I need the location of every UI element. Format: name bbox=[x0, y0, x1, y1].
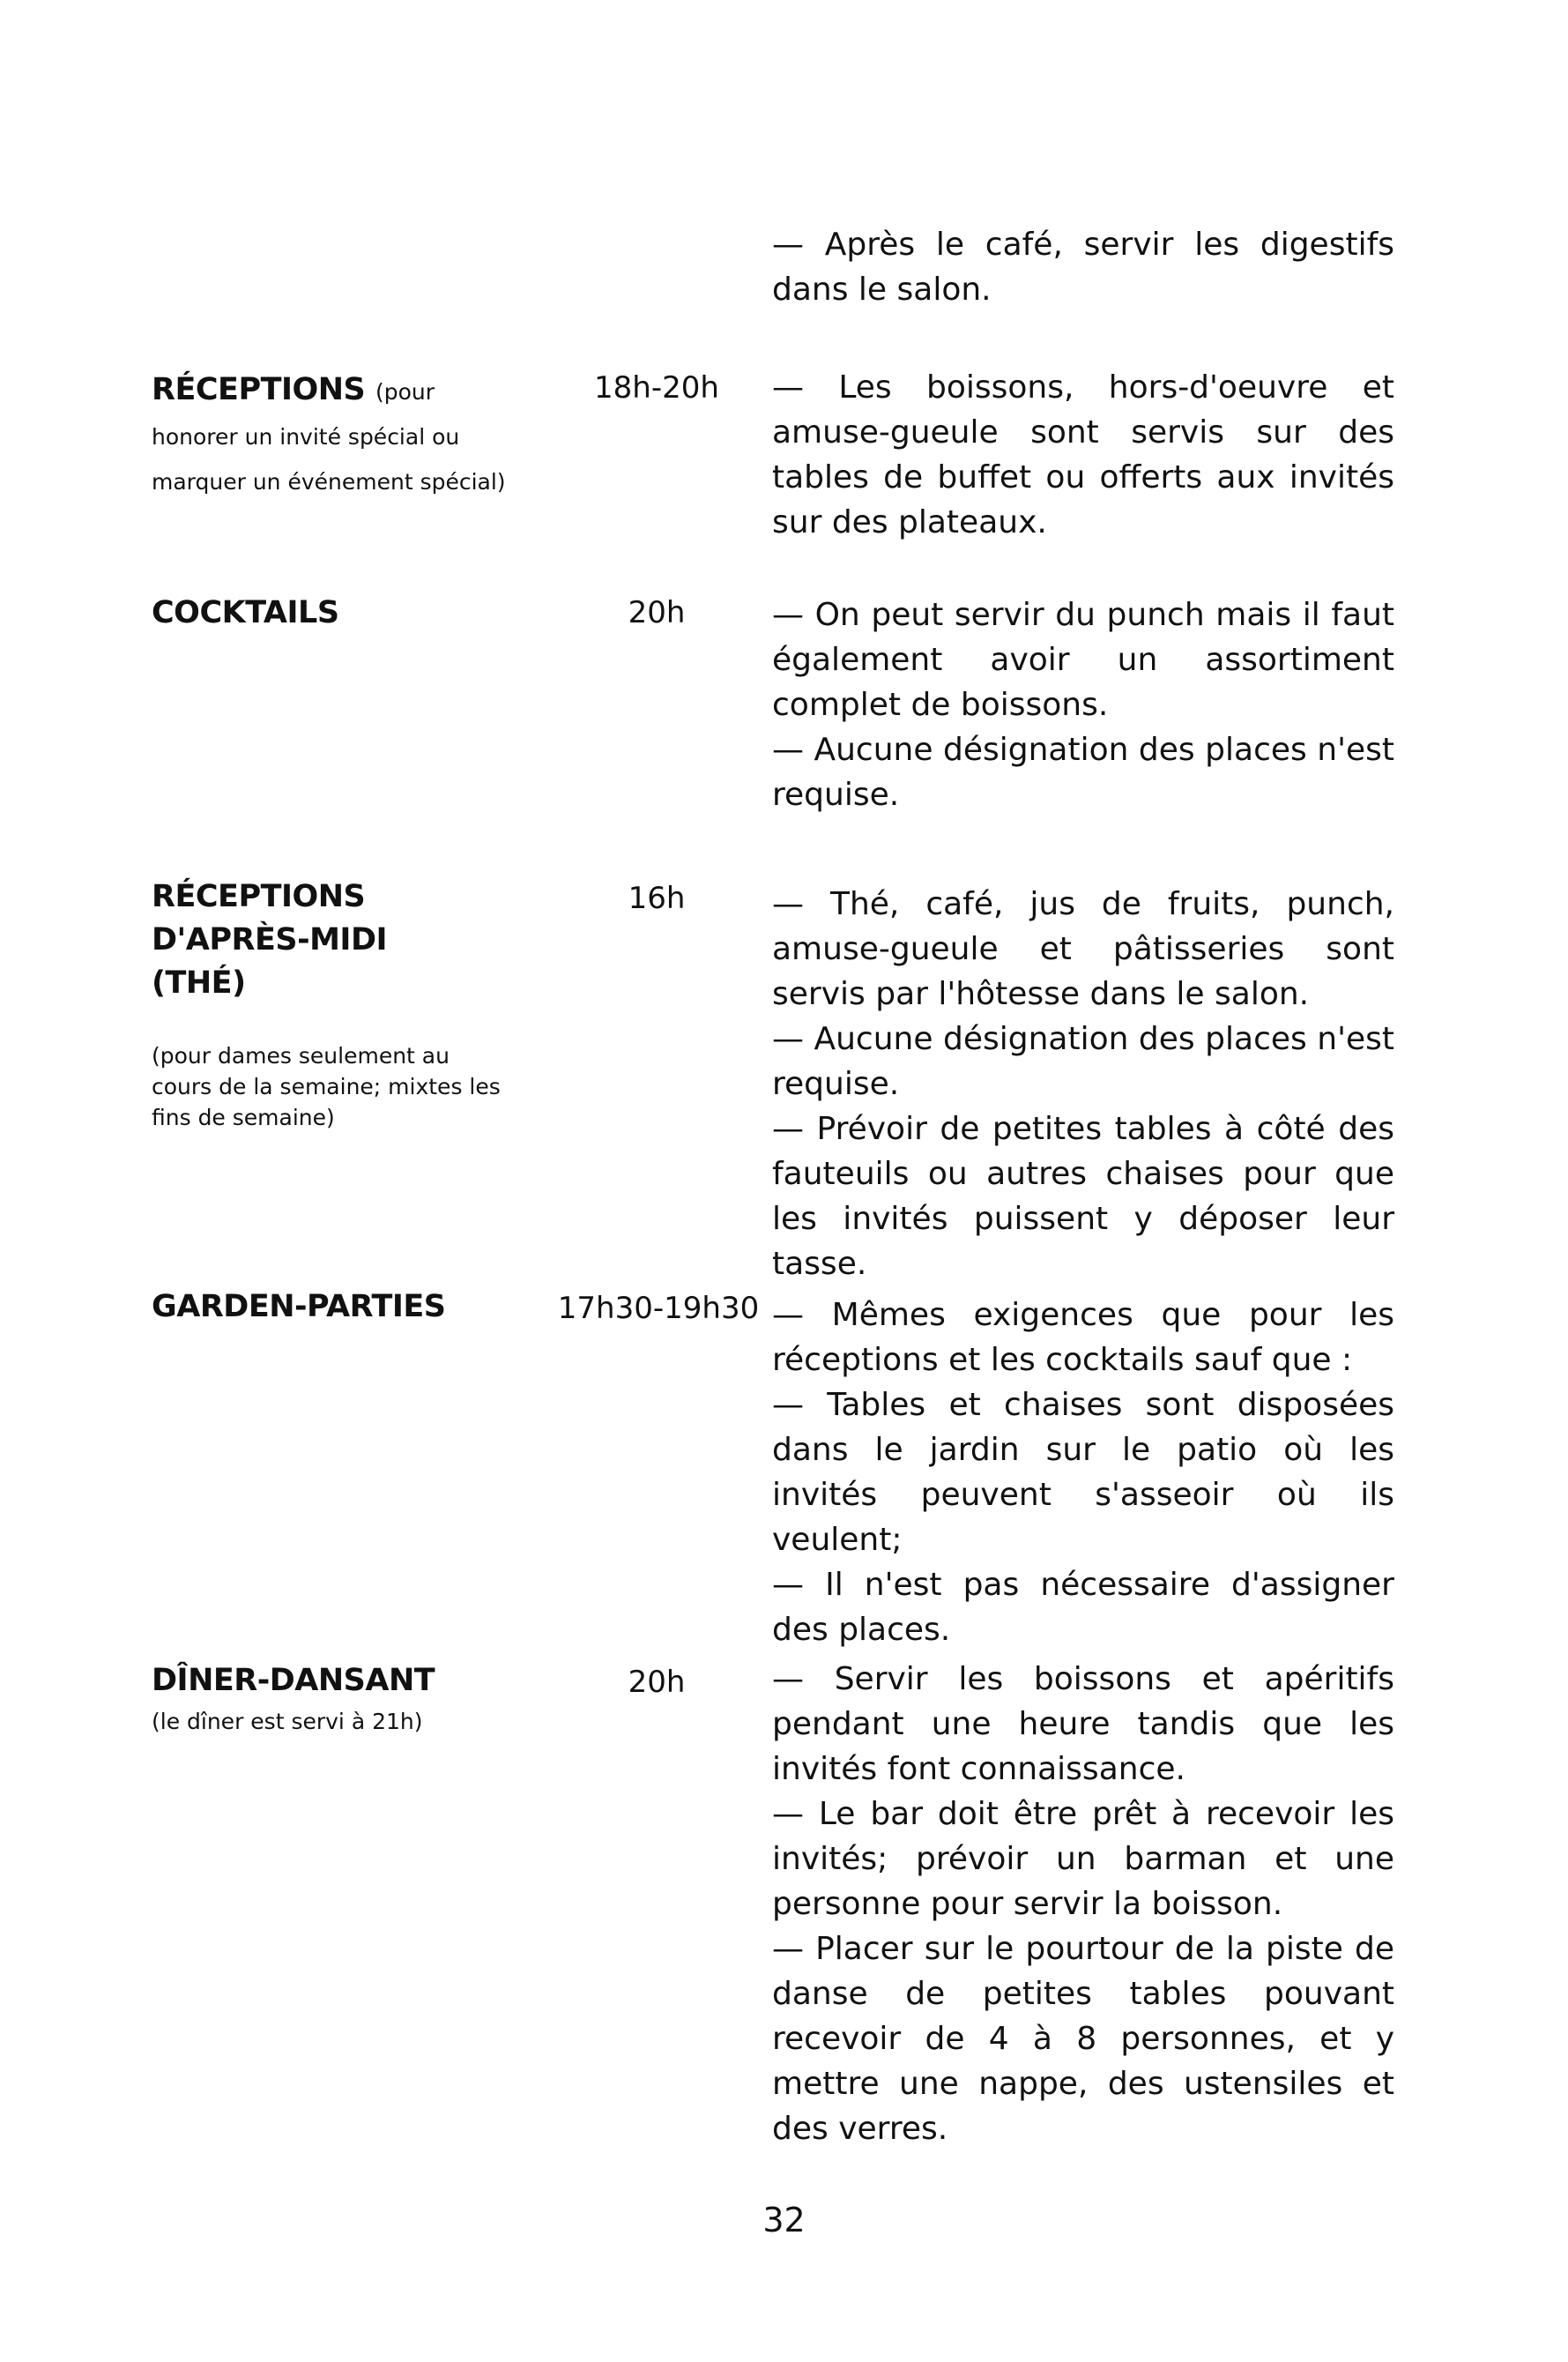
event-inline-note: (pour honorer un invité spécial ou marquer un événement spécial) bbox=[152, 379, 506, 495]
event-time: 20h bbox=[628, 595, 686, 630]
detail-paragraph: — Servir les boissons et apéritifs pendant une heure tandis que les invités font connaissance. bbox=[772, 1661, 1394, 1787]
event-title: RÉCEPTIONS D'APRÈS-MIDI (THÉ) bbox=[152, 879, 388, 1001]
detail-paragraph: — Mêmes exigences que pour les réceptions et les cocktails sauf que : bbox=[772, 1297, 1394, 1378]
event-title: GARDEN-PARTIES bbox=[152, 1289, 446, 1324]
detail-paragraph: — Thé, café, jus de fruits, punch, amuse-gueule et pâtisseries sont servis par l'hôtesse dans le salon. bbox=[772, 886, 1394, 1012]
event-label bbox=[152, 592, 522, 635]
event-label bbox=[152, 876, 513, 1133]
event-time: 18h-20h bbox=[594, 370, 719, 406]
detail-paragraph: — Aucune désignation des places n'est requise. bbox=[772, 732, 1394, 813]
continuation-paragraph: — Après le café, servir les digestifs dans le salon. bbox=[772, 227, 1394, 308]
event-label bbox=[152, 1285, 522, 1329]
detail-paragraph: — Aucune désignation des places n'est requise. bbox=[772, 1021, 1394, 1102]
event-label bbox=[152, 369, 522, 503]
detail-paragraph: — Placer sur le pourtour de la piste de danse de petites tables pouvant recevoir de 4 à 8 personnes, et y mettre une nappe, des ustensiles et des verres. bbox=[772, 1931, 1394, 2147]
detail-paragraph: — On peut servir du punch mais il faut également avoir un assortiment complet de boissons. bbox=[772, 597, 1394, 723]
detail-paragraph: — Prévoir de petites tables à côté des fauteuils ou autres chaises pour que les invités puissent y déposer leur tasse. bbox=[772, 1111, 1394, 1282]
event-note: (le dîner est servi à 21h) bbox=[152, 1709, 423, 1734]
event-time: 20h bbox=[628, 1665, 686, 1700]
event-details bbox=[772, 592, 1394, 817]
event-title: DÎNER-DANSANT bbox=[152, 1663, 435, 1698]
event-note: (pour dames seulement au cours de la semaine; mixtes les fins de semaine) bbox=[152, 1043, 501, 1130]
page-number: 32 bbox=[762, 2201, 806, 2239]
detail-paragraph: — Le bar doit être prêt à recevoir les invités; prévoir un barman et une personne pour servir la boisson. bbox=[772, 1796, 1394, 1922]
event-details bbox=[772, 1657, 1394, 2151]
event-time: 16h bbox=[628, 881, 686, 916]
event-time: 17h30-19h30 bbox=[557, 1291, 760, 1326]
event-label bbox=[152, 1659, 522, 1737]
detail-paragraph: — Il n'est pas nécessaire d'assigner des places. bbox=[772, 1567, 1394, 1648]
event-details bbox=[772, 1293, 1394, 1652]
detail-paragraph: — Tables et chaises sont disposées dans le jardin sur le patio où les invités peuvent s'asseoir où ils veulent; bbox=[772, 1387, 1394, 1558]
event-details bbox=[772, 365, 1394, 545]
event-title: COCKTAILS bbox=[152, 595, 339, 630]
detail-paragraph: — Les boissons, hors-d'oeuvre et amuse-gueule sont servis sur des tables de buffet ou offerts aux invités sur des plateaux. bbox=[772, 369, 1394, 540]
event-title: RÉCEPTIONS (pour honorer un invité spécial ou marquer un événement spécial) bbox=[152, 372, 506, 495]
event-details bbox=[772, 882, 1394, 1286]
